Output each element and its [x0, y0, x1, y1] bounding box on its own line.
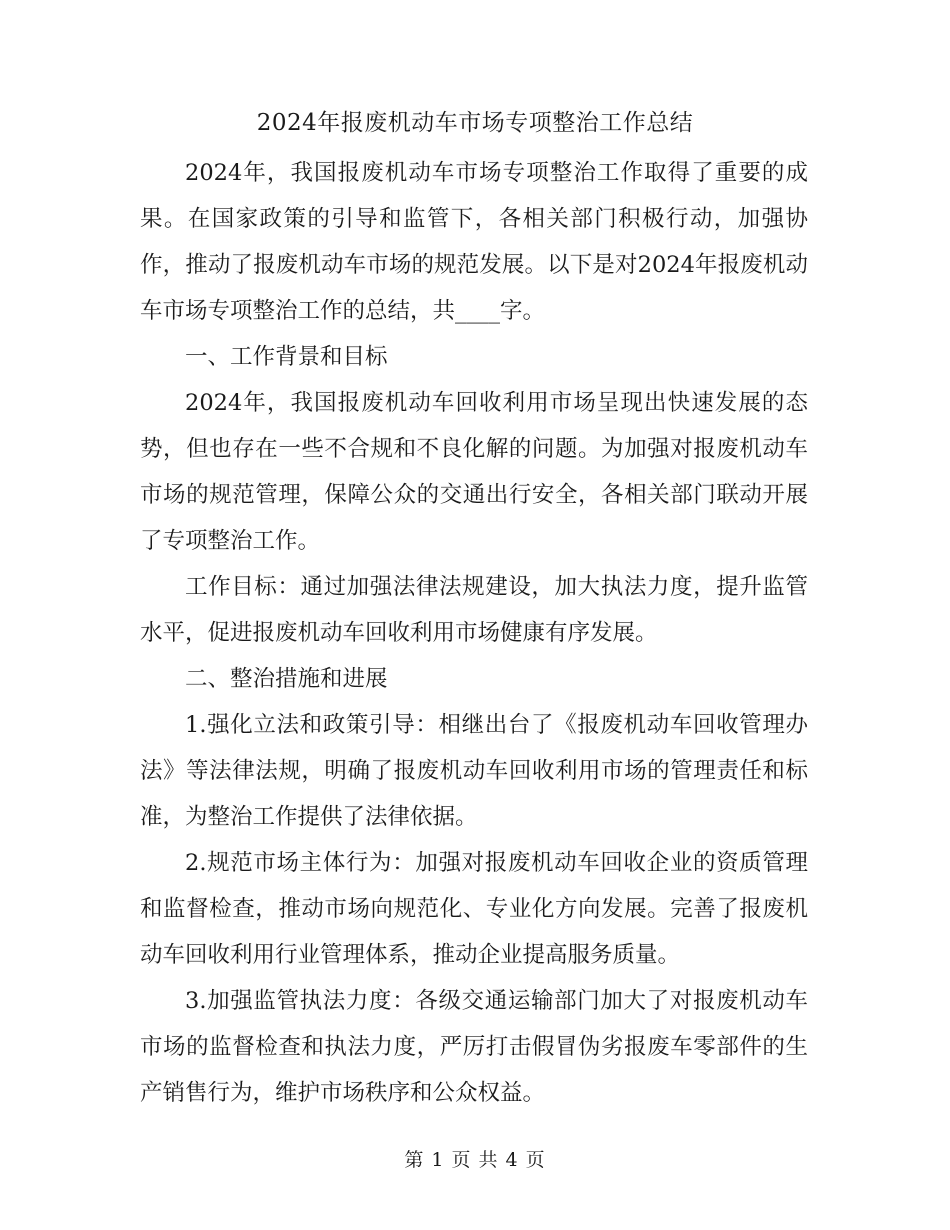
paragraph-measure-1: 1.强化立法和政策引导：相继出台了《报废机动车回收管理办法》等法律法规，明确了报废机动车回收利用市场的管理责任和标准，为整治工作提供了法律依据。: [140, 712, 808, 830]
paragraph-goal: 工作目标：通过加强法律法规建设，加大执法力度，提升监管水平，促进报废机动车回收利用市场健康有序发展。: [140, 574, 808, 646]
document-body: [140, 150, 808, 1116]
paragraph-measure-2: 2.规范市场主体行为：加强对报废机动车回收企业的资质管理和监督检查，推动市场向规范化、专业化方向发展。完善了报废机动车回收利用行业管理体系，推动企业提高服务质量。: [140, 850, 808, 968]
paragraph-background: 2024年，我国报废机动车回收利用市场呈现出快速发展的态势，但也存在一些不合规和不良化解的问题。为加强对报废机动车市场的规范管理，保障公众的交通出行安全，各相关部门联动开展了专项整治工作。: [140, 390, 808, 554]
document-title: 2024年报废机动车市场专项整治工作总结: [256, 110, 694, 136]
paragraph-measure-3: 3.加强监管执法力度：各级交通运输部门加大了对报废机动车市场的监督检查和执法力度，严厉打击假冒伪劣报废车零部件的生产销售行为，维护市场秩序和公众权益。: [140, 988, 808, 1106]
section-heading-measures: 二、整治措施和进展: [185, 666, 388, 692]
page-number-footer: 第 1 页 共 4 页: [404, 1149, 546, 1171]
paragraph-intro: 2024年，我国报废机动车市场专项整治工作取得了重要的成果。在国家政策的引导和监管下，各相关部门积极行动，加强协作，推动了报废机动车市场的规范发展。以下是对2024年报废机动车市场专项整治工作的总结，共____字。: [140, 160, 808, 324]
section-heading-background: 一、工作背景和目标: [185, 344, 388, 370]
